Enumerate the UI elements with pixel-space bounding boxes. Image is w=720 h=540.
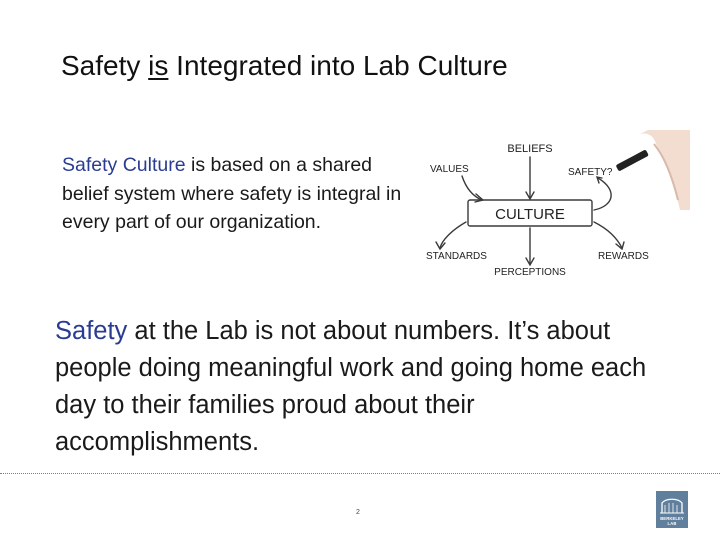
safety-paragraph xyxy=(55,313,675,461)
berkeley-lab-logo xyxy=(656,491,688,528)
slide-title xyxy=(61,46,508,86)
diagram-perceptions: PERCEPTIONS xyxy=(494,267,566,278)
diagram-standards: STANDARDS xyxy=(426,251,487,262)
title-suffix: Integrated into Lab Culture xyxy=(168,50,508,81)
title-prefix: Safety xyxy=(61,50,149,81)
logo-label: BERKELEY LAB xyxy=(660,516,684,526)
title-emphasis: is xyxy=(148,50,169,81)
culture-paragraph xyxy=(62,151,407,237)
lab-building-icon xyxy=(656,491,688,519)
culture-text: is based on a shared belief system where safety is integral in every part of our organization. xyxy=(62,154,402,233)
hand-marker-icon xyxy=(616,130,690,210)
diagram-safety: SAFETY? xyxy=(568,167,613,178)
diagram-rewards: REWARDS xyxy=(598,251,649,262)
diagram-beliefs: BELIEFS xyxy=(507,143,553,155)
safety-text: at the Lab is not about numbers. It’s about people doing meaningful work and going home each day to their families proud about their accomplishments. xyxy=(55,317,647,456)
safety-highlight: Safety xyxy=(55,317,128,345)
culture-highlight: Safety Culture xyxy=(62,154,186,176)
footer-divider xyxy=(0,473,720,474)
page-number: 2 xyxy=(356,509,360,516)
culture-diagram xyxy=(418,130,690,290)
diagram-culture: CULTURE xyxy=(495,206,565,223)
diagram-values: VALUES xyxy=(430,164,469,175)
